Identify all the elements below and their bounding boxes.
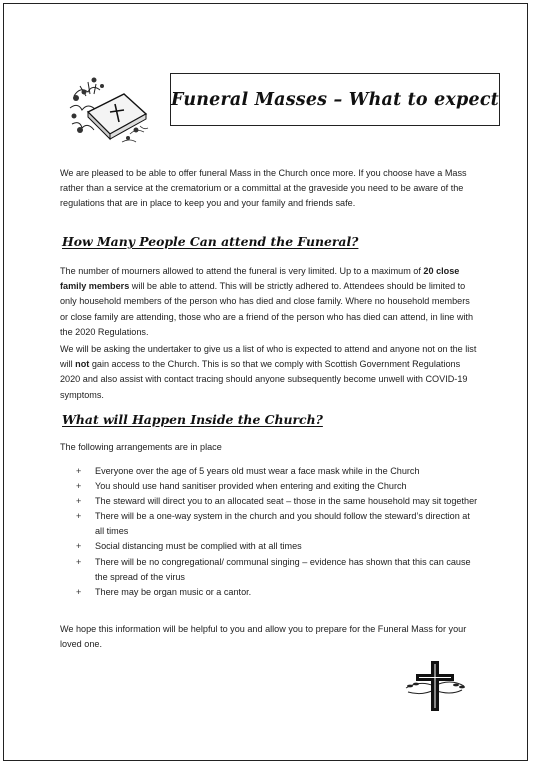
attendance-paragraph: [60, 264, 480, 340]
closing-paragraph: We hope this information will be helpful to you and allow you to prepare for the Funeral Mass for your loved one.: [60, 624, 467, 650]
page-title: Funeral Masses – What to expect: [171, 89, 499, 110]
bullet-mark: +: [76, 541, 82, 552]
section-heading-inside-church: What will Happen Inside the Church?: [62, 412, 323, 427]
list-item: [76, 479, 480, 494]
list-item-text: There may be organ music or a cantor.: [95, 586, 252, 597]
bullet-mark: +: [76, 496, 82, 507]
title-box: [170, 73, 500, 126]
list-item: [76, 555, 480, 585]
arrangements-list: [76, 464, 480, 600]
list-item-text: You should use hand sanitiser provided when entering and exiting the Church: [95, 481, 407, 492]
access-text-end: gain access to the Church. This is so that we comply with Scottish Government Regulations 2020 and also assist with contact tracing should anyone subsequently become unwell with COVID-19 symptoms.: [60, 359, 468, 400]
list-item: [76, 464, 480, 479]
bible-with-lilies-icon: [66, 68, 152, 144]
list-item-text: There will be no congregational/ communal singing – evidence has shown that this can cause the spread of the virus: [95, 556, 471, 582]
bullet-mark: +: [76, 511, 82, 522]
list-item-text: There will be a one-way system in the church and you should follow the steward’s direction at all times: [95, 511, 470, 537]
list-item: [76, 494, 480, 509]
intro-paragraph: We are pleased to be able to offer funeral Mass in the Church once more. If you choose have a Mass rather than a service at the crematorium or a committal at the graveside you need to be aware of the regulations that are in place to keep you and your family and friends safe.: [60, 168, 467, 209]
list-item-text: Social distancing must be complied with at all times: [95, 541, 302, 552]
attendance-text-start: The number of mourners allowed to attend the funeral is very limited. Up to a maximum of: [60, 266, 424, 276]
access-text-start: We will be asking the undertaker to give us a list of who is expected to attend and anyone not on the list will: [60, 344, 477, 370]
attendance-text-end: will be able to attend. This will be strictly adhered to. Attendees should be limited to only household members of the person who has died and close family. Where no household members or close family are attending, those who are a friend of the person who has died can attend, in line with the 2020 Regulations.: [60, 281, 474, 337]
list-item: [76, 585, 480, 600]
document-page: [3, 3, 528, 761]
bullet-mark: +: [76, 481, 82, 492]
attendance-limit-bold: 20 close family members: [60, 266, 460, 292]
list-item: [76, 509, 480, 539]
access-not-bold: not: [75, 359, 90, 370]
section-heading-attendance: How Many People Can attend the Funeral?: [62, 234, 359, 249]
cross-with-wheat-icon: [402, 658, 468, 714]
bullet-mark: +: [76, 556, 82, 567]
access-paragraph: [60, 342, 480, 403]
arrangements-lead: The following arrangements are in place: [60, 442, 222, 452]
bullet-mark: +: [76, 586, 82, 597]
list-item-text: Everyone over the age of 5 years old must wear a face mask while in the Church: [95, 466, 420, 476]
list-item-text: The steward will direct you to an allocated seat – those in the same household may sit together: [95, 496, 478, 507]
bullet-mark: +: [76, 466, 82, 476]
list-item: [76, 539, 480, 554]
